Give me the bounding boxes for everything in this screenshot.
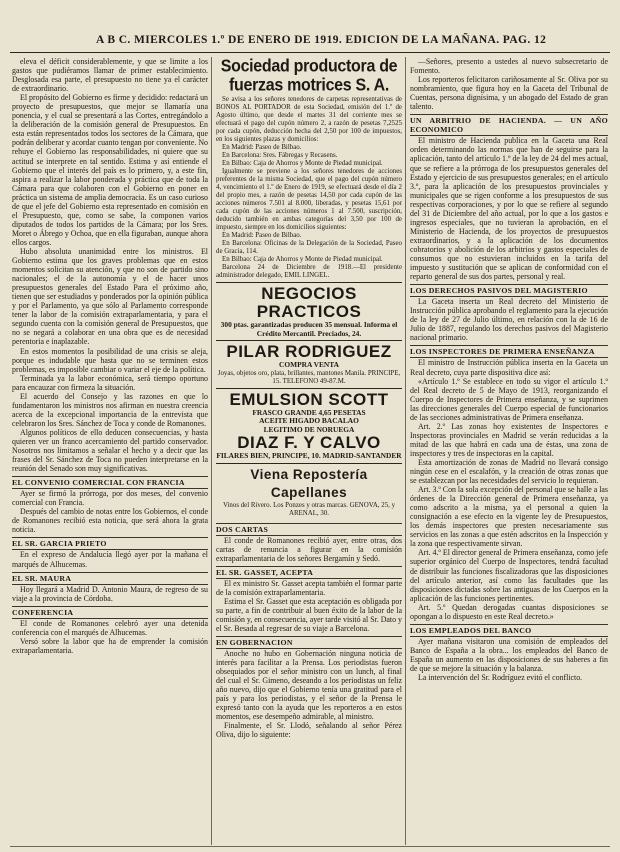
article-paragraph: Hubo absoluta unanimidad entre los ministros. El Gobierno estima que los graves problemas que en estos momentos solicitan su atención, y que no son de partido sino nacionales; el de la autonomía y el de hacer unos presupuestos generales del Estado Para el próximo año, tienen que ser estudiados y ponderados por la opinión pública y por el Parlamento, ya que sólo al Parlamento corresponde tener la labor de la comisión extraparlamentaria, y para el segundo cuenta con la comisión general de Presupuestos, que no se negará a colaborar en una obra que es de necesidad perentoria e inaplazable. — [12, 246, 208, 347]
column-2 — [216, 57, 402, 847]
section-heading-gasset: EL SR. GASSET, ACEPTA — [216, 566, 402, 579]
ad-paragraph: En Madrid: Paseo de Bilbao. — [222, 144, 302, 151]
ad-text: Joyas, objetos oro, plata, brillantes, mantones Manila. PRINCIPE, 15. TELEFONO 49-87.M. — [217, 369, 401, 385]
article-paragraph: En el expreso de Andalucía llegó ayer por la mañana el marqués de Alhucemas. — [12, 550, 208, 569]
article-paragraph: —Señores, presento a ustedes al nuevo subsecretario de Fomento. — [410, 57, 608, 76]
article-paragraph: Finalmente, el Sr. Llodó, señalando al señor Pérez Oliva, dijo lo siguiente: — [216, 721, 402, 740]
article-paragraph: El ministro de Instrucción pública inserta en la Gaceta un Real decreto, cuya parte dispositiva dice así: — [410, 358, 608, 377]
section-heading-derechos-pasivos: LOS DERECHOS PASIVOS DEL MAGISTERIO — [410, 284, 608, 297]
article-paragraph: El acuerdo del Consejo y las razones en que lo fundamentaron los ministros nos afirman en nuestra creencia acerca de la excepcional importancia de la entrevista que celebraron los Sres. Sánchez de Toca y conde de Romanones. — [12, 391, 208, 428]
ad-pilar-rodriguez — [216, 340, 402, 388]
article-paragraph: «Artículo 1.º Se establece en todo su vigor el artículo 1.º del Real decreto de 5 de Mayo de 1913, reorganizando el Cuerpo de Inspectores de Primera enseñanza, y se suprimen las direcciones generales del Cuerpo especial de funcionarios de las secciones administrativas de Primera enseñanza. — [410, 376, 608, 422]
column-divider-1 — [211, 57, 212, 845]
article-paragraph: Ayer mañana visitaron una comisión de empleados del Banco de España a la obra... los empleados del Banco de España un aumento en las disposiciones de sus haberes a fin de que se mejore la situación y la balanza. — [410, 636, 608, 673]
ad-title: Sociedad productora de fuerzas motrices S. A. — [220, 57, 398, 95]
article-paragraph: Art. 5.º Quedan derogadas cuantas disposiciones se opongan a lo dispuesto en este Real decreto.» — [410, 602, 608, 621]
section-heading-hacienda: UN ARBITRIO DE HACIENDA. — UN AÑO ECONOMICO — [410, 114, 608, 136]
article-paragraph: El propósito del Gobierno es firme y decidido: redactará un proyecto de presupuestos, que mejor se llamaría una ponencia, y el cual se presentará a las Cortes, entregándolo a la deliberación de la comisión general de Presupuestos. En esta están representados todos los sectores de la Cámara, que podrán deliberar y acordar cuanto tengan por conveniente. No rehuye el Gobierno las responsabilidades, ni quiere que su actitud se interprete en tal sentido. Estima y así entiende el Gobierno que el interés del país es lo primero, y, a este fin, aspira a realizar la labor ponderada y práctica que de toda la Cámara para que colaboren con el Gobierno en poner en práctica un sistema de amplia democracia. Es un caso curioso de que el jefe del Gobierno esta representado en comisión en el Presupuesto, que, como se sabe, la componen varios diputados de todos los partidos de la Cámara; por los Sres. Moret o Ábrego y Ochoa, que en ella figuraban, aunque ahora ellos cargos. — [12, 93, 208, 247]
article-paragraph: La intervención del Sr. Rodríguez evitó el conflicto. — [418, 673, 583, 683]
section-heading-convenio: EL CONVENIO COMERCIAL CON FRANCIA — [12, 476, 208, 489]
ad-emulsion-scott — [216, 388, 402, 463]
ad-subtitle: COMPRA VENTA — [279, 360, 339, 369]
section-heading-gobernacion: EN GOBERNACION — [216, 636, 402, 649]
article-paragraph: El conde de Romanones celebró ayer una detenida conferencia con el marqués de Alhucemas. — [12, 618, 208, 637]
section-heading-garcia-prieto: EL SR. GARCIA PRIETO — [12, 537, 208, 550]
article-paragraph: La Gaceta inserta un Real decreto del Ministerio de Instrucción pública aprobando el reglamento para la ejecución de la ley de 27 de Julio último, en relación con la de 16 de Julio de 1887, regulando los derechos pasivos del Magisterio nacional primario. — [410, 297, 608, 343]
ad-negocios-practicos — [216, 282, 402, 340]
article-paragraph: En estos momentos la posibilidad de una crisis se aleja, porque es indudable que hasta que no se terminen estos problemas, es imposible cambiar o variar el eje de la política. — [12, 346, 208, 374]
column-divider-2 — [405, 57, 406, 845]
article-paragraph: Algunos políticos de ello deducen consecuencias, y hasta quieren ver un franco acercamiento del partido conservador. Nosotros nos limitamos a señalar el hecho y a decir que las frases del Sr. Sánchez de Toca no pueden interpretarse en la reunión del Senado son muy significativas. — [12, 427, 208, 474]
ad-sociedad-productora — [216, 57, 402, 282]
ad-title: NEGOCIOS PRACTICOS — [256, 284, 362, 321]
ad-subtitle: LEGITIMO DE NORUEGA — [263, 424, 355, 434]
article-paragraph: Art. 2.º Las zonas hoy existentes de Inspectores e Inspectoras provinciales en Madrid se verán reducidas a la mitad de las que habrá en cada una de éstas, una zona de inspectores y tres de inspectoras en la capital. — [410, 421, 608, 458]
section-heading-maura: EL SR. MAURA — [12, 572, 208, 585]
article-paragraph: El ministro de Hacienda publica en la Gaceta una Real orden determinando las normas que han de seguirse para la aplicación, tanto del artículo 1.º de la ley de 24 del mes actual, que se refiere a la prórroga de los presupuestos generales del Estado y ejercicio de sus presupuestos generales; en el artículo 3.º, para la aplicación de los presupuestos provinciales y municipales que se rigen conforme a los presupuestos de sus respectivas corporaciones, y por lo que se refiere al segundo del 31 de Diciembre del año actual, por lo que a los gastos e ingresos especiales, que no tuvieran la aprobación, en el Ministerio de Hacienda, de los proyectos de presupuestos extraordinarios, y a la aplicación de los documentos cobratorios y abolición de los arbitrios y gastos especiales de consumos que no estuvieran incluidos en la tarifa del impuesto y sustitución que se aplican de conformidad con el reparto general de sus dos partes, personal y real. — [410, 136, 608, 282]
ad-paragraph: En Barcelona: Oficinas de la Delegación de la Sociedad, Paseo de Gracia, 114. — [216, 240, 402, 255]
article-paragraph: Anoche no hubo en Gobernación ninguna noticia de interés para facilitar a la Prensa. Los periodistas fueron obsequiados por el señor ministro con un lunch, al final del cual el Sr. Gimeno, deseando a los periodistas un feliz año nuevo, dijo que el Gobierno tenía una gratitud para el país y para los periodistas, y el señor de la Prensa le expresó tanto con la ayuda que les reporteros a en estos momentos, ese desempeño admirable, al ministro. — [216, 649, 402, 722]
ad-title: DIAZ F. Y CALVO — [237, 433, 381, 452]
ad-paragraph: Barcelona 24 de Diciembre de 1918.—El presidente administrador delegado, EMIL LINGEL. — [216, 264, 402, 279]
section-heading-inspectores: LOS INSPECTORES DE PRIMERA ENSEÑANZA — [410, 345, 608, 358]
ad-paragraph: En Bilbao: Caja de Ahorros y Monte de Piedad municipal. — [222, 160, 383, 167]
section-heading-dos-cartas: DOS CARTAS — [216, 523, 402, 536]
article-paragraph: Ayer se firmó la prórroga, por dos meses, del convenio comercial con Francia. — [12, 489, 208, 508]
ad-paragraph: En Barcelona: Sres. Fábregas y Recasens. — [222, 152, 338, 159]
ad-address: FILARES BIEN, PRINCIPE, 10. MADRID-SANTANDER — [216, 451, 402, 460]
section-heading-empleados-banco: LOS EMPLEADOS DEL BANCO — [410, 624, 608, 637]
ad-paragraph: En Bilbao: Caja de Ahorros y Monte de Piedad municipal. — [222, 256, 383, 263]
column-3 — [410, 57, 608, 847]
article-paragraph: eleva el déficit considerablemente, y que se limite a los gastos que pudiéramos llamar de primer establecimiento. Desglosada esa parte, el presupuesto no tiene ya el carácter de extraordinario. — [12, 57, 208, 94]
ad-paragraph: Se avisa a los señores tenedores de carpetas representativas de BONOS AL PORTADOR de esta Sociedad, emisión del 1.º de Agosto último, que desde el martes 31 del corriente mes se efectuará el pago del cupón número 2, a razón de pesetas 7,2525 por cada cupón, deducción hecha del 2,50 por 100 de impuestos, en los siguientes plazas y domicilios: — [216, 96, 402, 143]
section-heading-conferencia: CONFERENCIA — [12, 606, 208, 619]
ad-title: Viena Repostería Capellanes — [250, 466, 368, 500]
article-paragraph: Art. 4.º El director general de Primera enseñanza, como jefe superior orgánico del Cuerpo de Inspectores, tendrá facultad de distribuir las funciones fiscalizadoras que las disposiciones del artículo anterior, así como las facultades que las disposiciones dictadas sobre las antiguas de los Cuerpos en la aplicación de las funciones pertinentes. — [410, 548, 608, 603]
article-paragraph: Los reporteros felicitaron cariñosamente al Sr. Oliva por su nombramiento, que figura hoy en la Gaceta del Tribunal de Cuentas, persona dignísima, y un abogado del Estado de gran talento. — [410, 75, 608, 112]
ad-subtitle: FRASCO GRANDE 4,65 PESETAS — [252, 407, 366, 417]
ad-viena-reposteria — [216, 463, 402, 520]
footer-rule — [10, 846, 610, 847]
article-paragraph: El ex ministro Sr. Gasset acepta también el formar parte de la comisión extraparlamentaria. — [216, 578, 402, 597]
article-paragraph: Art. 3.º Con la sola excepción del personal que se halle a las órdenes de la Dirección general de Primera enseñanza, ya como adscrito a la misma, ya el personal a quien la consignación a ese efecto en la vigente ley de Presupuestos, los demás inspectores que presten necesariamente sus servicios en las zonas a que estén adscritos en la Inspección y la zona que respectivamente sirvan. — [410, 485, 608, 549]
ad-text: 300 ptas. garantizadas producen 35 mensual. Informa el Crédito Mercantil. Preciados, 24. — [220, 320, 398, 338]
article-paragraph: Terminada ya la labor económica, será tiempo oportuno para encauzar con firmeza la situación. — [12, 373, 208, 392]
article-paragraph: Después del cambio de notas entre los Gobiernos, el conde de Romanones recibió esta noticia, que será ahora la grata noticia. — [12, 507, 208, 535]
ad-paragraph: En Madrid: Paseo de Bilbao. — [222, 232, 302, 239]
page-header: A B C. MIERCOLES 1.º DE ENERO DE 1919. EDICION DE LA MAÑANA. PAG. 12 — [96, 34, 547, 46]
article-paragraph: Esta amortización de zonas de Madrid no llevará consigo ningún cese en el escalafón, y la creación de otras zonas que se establezcan por las necesidades del servicio lo requieran. — [410, 457, 608, 486]
ad-subtitle: ACEITE HIGADO BACALAO — [259, 416, 359, 425]
header-rule — [10, 52, 610, 53]
ad-paragraph: Igualmente se previene a los señores tenedores de acciones preferentes de la misma Sociedad, que el pago del cupón número 4, vencimiento el 1.º de Enero de 1919, se efectuará desde el día 2 del propio mes, a razón de pesetas 14,50 por cada cupón de las acciones números 7.501 al 8.000, liberadas, y pesetas 15,61 por cada cupón de las acciones números 1 al 7.500, suscripción, deducido también en ambas categorías del 3,50 por 100 de impuesto, siempre en los domicilios siguientes: — [216, 168, 402, 231]
ad-title: PILAR RODRIGUEZ — [226, 342, 392, 361]
article-paragraph: Hoy llegará a Madrid D. Antonio Maura, de regreso de su viaje a la provincia de Córdoba. — [12, 584, 208, 603]
column-1 — [12, 57, 208, 847]
article-paragraph: Estima el Sr. Gasset que esta aceptación es obligada por su parte, a fin de contribuir al buen éxito de la labor de la comisión y, en consecuencia, ayer tarde visitó al Sr. Dato y el Sr. Besada al regresar de su viaje a Barcelona. — [216, 596, 402, 633]
ad-text: Vinos del Rivero. Los Ponzes y otras marcas. GENOVA, 25, y ARENAL, 30. — [222, 501, 396, 517]
article-paragraph: Versó sobre la labor que ha de emprender la comisión extraparlamentaria. — [12, 636, 208, 655]
article-paragraph: El conde de Romanones recibió ayer, entre otras, dos cartas de renuncia a figurar en la comisión extraparlamentaria de los señores Bergamín y Sedó. — [216, 535, 402, 563]
ad-title: EMULSION SCOTT — [229, 389, 389, 409]
